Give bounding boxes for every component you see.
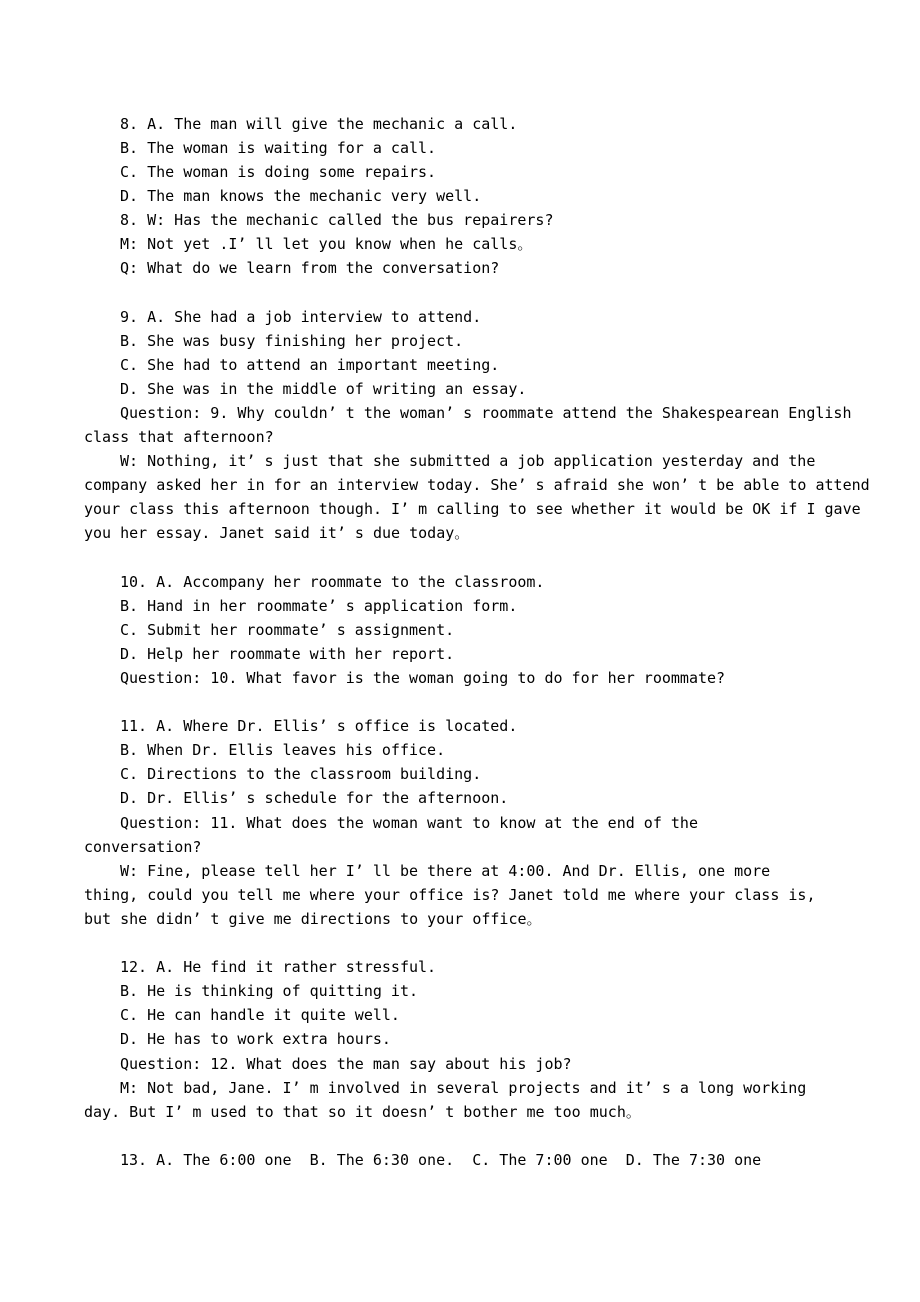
text-line: B. The woman is waiting for a call. bbox=[120, 139, 437, 157]
text-line: B. She was busy finishing her project. bbox=[120, 332, 464, 350]
text-line: your class this afternoon though. I’ m calling to see whether it would be OK if I gave bbox=[84, 500, 861, 518]
text-line: conversation? bbox=[84, 838, 202, 856]
text-line: C. She had to attend an important meeting. bbox=[120, 356, 500, 374]
text-line: Q: What do we learn from the conversation? bbox=[120, 259, 500, 277]
text-line: but she didn’ t give me directions to your office。 bbox=[84, 910, 542, 928]
text-line: W: Fine, please tell her I’ ll be there at 4:00. And Dr. Ellis, one more bbox=[120, 862, 771, 880]
text-line: D. She was in the middle of writing an essay. bbox=[120, 380, 527, 398]
text-line: you her essay. Janet said it’ s due today。 bbox=[84, 524, 470, 542]
text-line: C. The woman is doing some repairs. bbox=[120, 163, 437, 181]
text-line: 10. A. Accompany her roommate to the classroom. bbox=[120, 573, 545, 591]
text-line: class that afternoon? bbox=[84, 428, 274, 446]
text-line: D. He has to work extra hours. bbox=[120, 1030, 391, 1048]
text-line: B. Hand in her roommate’ s application form. bbox=[120, 597, 518, 615]
text-line: C. He can handle it quite well. bbox=[120, 1006, 400, 1024]
text-line: M: Not yet .I’ ll let you know when he calls。 bbox=[120, 235, 533, 253]
text-line: 13. A. The 6:00 one B. The 6:30 one. C. The 7:00 one D. The 7:30 one bbox=[120, 1151, 762, 1169]
text-line: W: Nothing, it’ s just that she submitted a job application yesterday and the bbox=[120, 452, 816, 470]
text-line: Question: 11. What does the woman want to know at the end of the bbox=[120, 814, 698, 832]
text-line: company asked her in for an interview today. She’ s afraid she won’ t be able to attend bbox=[84, 476, 870, 494]
text-line: C. Directions to the classroom building. bbox=[120, 765, 482, 783]
text-line: B. He is thinking of quitting it. bbox=[120, 982, 419, 1000]
text-line: 8. A. The man will give the mechanic a call. bbox=[120, 115, 518, 133]
text-line: thing, could you tell me where your office is? Janet told me where your class is, bbox=[84, 886, 816, 904]
text-line: Question: 9. Why couldn’ t the woman’ s roommate attend the Shakespearean English bbox=[120, 404, 852, 422]
text-line: C. Submit her roommate’ s assignment. bbox=[120, 621, 455, 639]
text-line: 8. W: Has the mechanic called the bus repairers? bbox=[120, 211, 554, 229]
text-line: B. When Dr. Ellis leaves his office. bbox=[120, 741, 446, 759]
text-line: 12. A. He find it rather stressful. bbox=[120, 958, 437, 976]
text-line: D. Help her roommate with her report. bbox=[120, 645, 455, 663]
text-line: Question: 12. What does the man say about his job? bbox=[120, 1055, 572, 1073]
text-line: M: Not bad, Jane. I’ m involved in several projects and it’ s a long working bbox=[120, 1079, 807, 1097]
text-line: 9. A. She had a job interview to attend. bbox=[120, 308, 482, 326]
text-line: Question: 10. What favor is the woman going to do for her roommate? bbox=[120, 669, 726, 687]
text-line: D. Dr. Ellis’ s schedule for the afternoon. bbox=[120, 789, 509, 807]
text-line: 11. A. Where Dr. Ellis’ s office is located. bbox=[120, 717, 518, 735]
text-line: day. But I’ m used to that so it doesn’ t bother me too much。 bbox=[84, 1103, 641, 1121]
text-line: D. The man knows the mechanic very well. bbox=[120, 187, 482, 205]
